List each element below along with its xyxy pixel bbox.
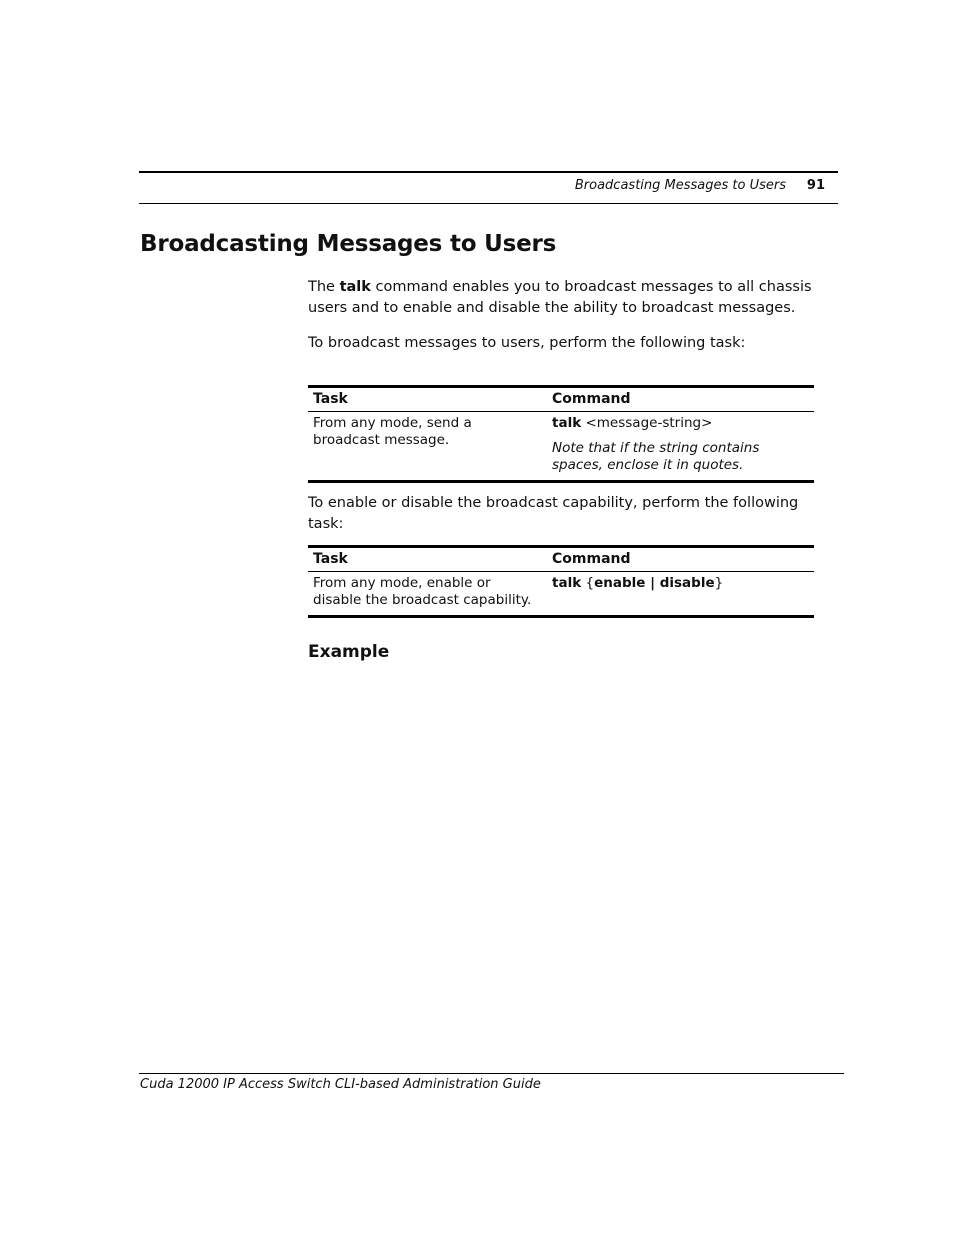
table-header-row	[308, 387, 814, 412]
header-rule-bottom	[139, 203, 838, 204]
task-table-broadcast	[308, 385, 814, 483]
command-syntax	[552, 415, 809, 432]
column-header-task: Task	[308, 387, 547, 412]
brace-open: {	[581, 575, 595, 591]
intro-command: talk	[339, 279, 371, 295]
command-keyword: talk	[552, 415, 582, 431]
intro-paragraph	[308, 277, 838, 318]
table-row	[308, 412, 814, 482]
intro-before: The	[308, 279, 340, 295]
command-keyword: talk	[552, 575, 582, 591]
command-options: enable | disable	[594, 575, 715, 591]
footer-rule	[139, 1073, 844, 1074]
command-cell	[547, 412, 814, 482]
table-row	[308, 572, 814, 617]
task-table-enable-disable	[308, 545, 814, 618]
lead-paragraph-1: To broadcast messages to users, perform the following task:	[308, 335, 746, 351]
command-argument: <message-string>	[581, 415, 713, 431]
task-cell: From any mode, enable or disable the broadcast capability.	[308, 572, 547, 617]
intro-after: command enables you to broadcast messages to all chassis users and to enable and disable the ability to broadcast messages.	[308, 279, 812, 316]
running-head: Broadcasting Messages to Users	[574, 178, 786, 193]
command-cell	[547, 572, 814, 617]
column-header-command: Command	[547, 547, 814, 572]
task-cell: From any mode, send a broadcast message.	[308, 412, 547, 482]
command-note: Note that if the string contains spaces, enclose it in quotes.	[552, 440, 760, 473]
lead-paragraph-2: To enable or disable the broadcast capability, perform the following task:	[308, 495, 799, 532]
page-title: Broadcasting Messages to Users	[140, 231, 557, 257]
table-header-row	[308, 547, 814, 572]
header-rule-top	[139, 171, 838, 173]
column-header-command: Command	[547, 387, 814, 412]
column-header-task: Task	[308, 547, 547, 572]
footer-text: Cuda 12000 IP Access Switch CLI-based Administration Guide	[140, 1077, 541, 1092]
brace-close: }	[714, 575, 724, 591]
page-number: 91	[806, 178, 825, 193]
example-heading: Example	[308, 642, 390, 662]
